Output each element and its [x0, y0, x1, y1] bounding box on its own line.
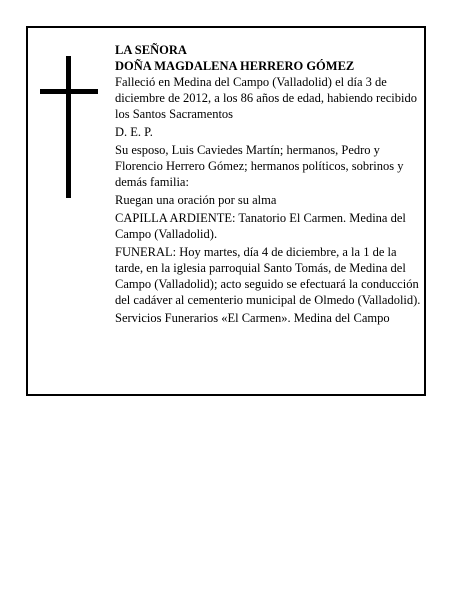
death-announcement: Falleció en Medina del Campo (Valladolid) el día 3 de diciembre de 2012, a los 86 años de edad, habiendo recibido los Santos Sacramentos	[115, 75, 417, 121]
cross-icon	[40, 56, 96, 198]
notice-text	[115, 42, 423, 328]
cross-horizontal-bar	[40, 89, 98, 94]
prayer-request: Ruegan una oración por su alma	[115, 193, 277, 207]
family-members: Su esposo, Luis Caviedes Martín; hermanos, Pedro y Florencio Herrero Gómez; hermanos políticos, sobrinos y demás familia:	[115, 143, 404, 189]
chapel-info: CAPILLA ARDIENTE: Tanatorio El Carmen. Medina del Campo (Valladolid).	[115, 211, 406, 241]
funeral-services: Servicios Funerarios «El Carmen». Medina del Campo	[115, 311, 390, 325]
dep-line: D. E. P.	[115, 125, 153, 139]
cross-vertical-bar	[66, 56, 71, 198]
funeral-info: FUNERAL: Hoy martes, día 4 de diciembre, a la 1 de la tarde, en la iglesia parroquial Santo Tomás, de Medina del Campo (Valladolid); acto seguido se efectuará la conducción del cadáver al cementerio municipal de Olmedo (Valladolid).	[115, 245, 421, 307]
notice-title-line1: LA SEÑORA	[115, 43, 187, 57]
obituary-notice	[26, 26, 426, 396]
deceased-name: DOÑA MAGDALENA HERRERO GÓMEZ	[115, 59, 355, 73]
